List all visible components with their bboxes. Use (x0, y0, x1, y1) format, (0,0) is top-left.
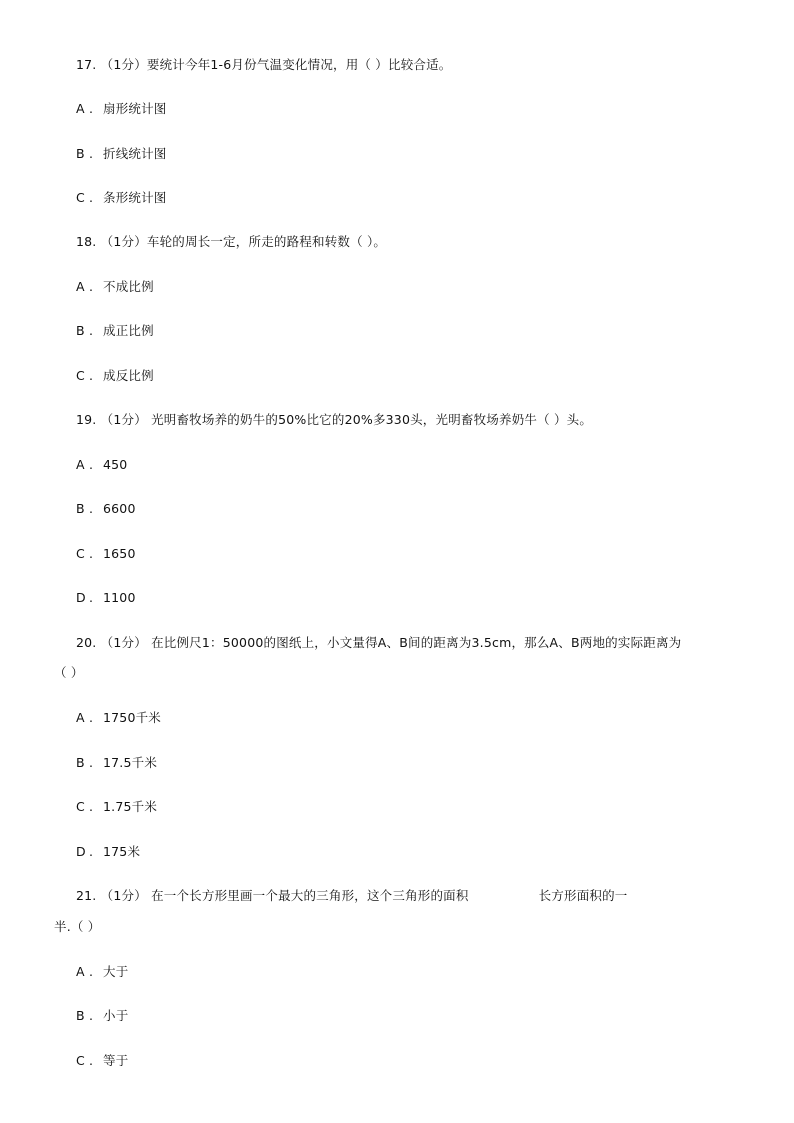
option-dot: . (89, 323, 94, 338)
option-letter: A (76, 457, 85, 472)
option-text: 1.75千米 (103, 799, 158, 814)
option-text: 小于 (103, 1008, 129, 1023)
question-21-stem-continued: 半.（ ） (54, 919, 101, 934)
option-text: 450 (103, 457, 128, 472)
option-dot: . (89, 710, 94, 725)
option-dot: . (89, 590, 94, 605)
question-20-option-a[interactable] (76, 710, 161, 726)
option-letter: B (76, 1008, 85, 1023)
question-18-option-b[interactable] (76, 323, 154, 339)
question-21-option-a[interactable] (76, 964, 128, 980)
question-20-stem-continued: （ ） (54, 665, 84, 680)
option-dot: . (89, 844, 94, 859)
question-21-stem-part2: 长方形面积的一 (538, 888, 628, 903)
option-dot: . (89, 279, 94, 294)
option-text: 1750千米 (103, 710, 162, 725)
option-text: 扇形统计图 (103, 101, 167, 116)
option-dot: . (89, 101, 94, 116)
question-17-option-b[interactable] (76, 146, 167, 162)
option-text: 6600 (103, 501, 136, 516)
question-17-option-a[interactable] (76, 101, 167, 117)
option-letter: C (76, 546, 85, 561)
question-20-stem: 20. （1分） 在比例尺1：50000的图纸上，小文量得A、B间的距离为3.5cm，那么A、B两地的实际距离为 (76, 635, 682, 650)
option-letter: C (76, 368, 85, 383)
option-text: 成反比例 (103, 368, 154, 383)
question-18-stem: 18. （1分）车轮的周长一定，所走的路程和转数（ ）。 (76, 234, 387, 249)
option-dot: . (89, 755, 94, 770)
option-dot: . (89, 964, 94, 979)
option-dot: . (89, 457, 94, 472)
question-18-option-c[interactable] (76, 368, 154, 384)
option-text: 17.5千米 (103, 755, 158, 770)
question-21-stem (76, 888, 628, 904)
option-text: 条形统计图 (103, 190, 167, 205)
option-text: 成正比例 (103, 323, 154, 338)
question-21-option-c[interactable] (76, 1053, 128, 1069)
option-dot: . (89, 546, 94, 561)
question-21-option-b[interactable] (76, 1008, 128, 1024)
option-text: 1650 (103, 546, 136, 561)
option-dot: . (89, 190, 94, 205)
question-20-option-d[interactable] (76, 844, 140, 860)
question-17-stem: 17. （1分）要统计今年1-6月份气温变化情况，用（ ）比较合适。 (76, 57, 452, 72)
option-text: 大于 (103, 964, 129, 979)
option-letter: B (76, 755, 85, 770)
question-20-option-b[interactable] (76, 755, 157, 771)
question-21-stem-part1: 21. （1分） 在一个长方形里画一个最大的三角形，这个三角形的面积 (76, 888, 469, 903)
option-text: 不成比例 (103, 279, 154, 294)
option-letter: A (76, 710, 85, 725)
option-letter: B (76, 146, 85, 161)
option-letter: B (76, 501, 85, 516)
question-19-option-c[interactable] (76, 546, 136, 562)
option-letter: B (76, 323, 85, 338)
option-dot: . (89, 368, 94, 383)
option-text: 1100 (103, 590, 136, 605)
option-letter: C (76, 190, 85, 205)
option-dot: . (89, 146, 94, 161)
option-dot: . (89, 1008, 94, 1023)
question-18-option-a[interactable] (76, 279, 154, 295)
question-20-option-c[interactable] (76, 799, 157, 815)
option-letter: C (76, 799, 85, 814)
option-letter: D (76, 844, 86, 859)
option-letter: A (76, 279, 85, 294)
option-letter: A (76, 964, 85, 979)
question-19-option-d[interactable] (76, 590, 136, 606)
option-text: 175米 (103, 844, 141, 859)
option-dot: . (89, 1053, 94, 1068)
question-19-stem: 19. （1分） 光明畜牧场养的奶牛的50%比它的20%多330头，光明畜牧场养奶牛（ ）头。 (76, 412, 593, 427)
question-19-option-b[interactable] (76, 501, 136, 517)
question-19-option-a[interactable] (76, 457, 127, 473)
option-letter: D (76, 590, 86, 605)
option-dot: . (89, 799, 94, 814)
option-dot: . (89, 501, 94, 516)
question-17-option-c[interactable] (76, 190, 167, 206)
option-letter: C (76, 1053, 85, 1068)
option-letter: A (76, 101, 85, 116)
option-text: 折线统计图 (103, 146, 167, 161)
option-text: 等于 (103, 1053, 129, 1068)
